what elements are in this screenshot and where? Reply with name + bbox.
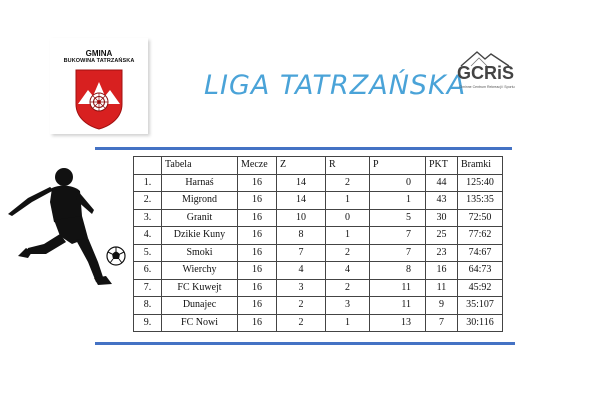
cell-points: 30: [426, 209, 458, 227]
cell-team: FC Kuwejt: [162, 279, 238, 297]
cell-losses: 11: [370, 297, 426, 315]
standings-table: [133, 156, 503, 332]
table-row: [134, 209, 503, 227]
table-row: [134, 174, 503, 192]
cell-wins: 14: [277, 174, 326, 192]
cell-matches: 16: [238, 209, 277, 227]
cell-draws: 3: [326, 297, 370, 315]
gmina-logo-subtitle: BUKOWINA TATRZAŃSKA: [63, 58, 135, 64]
cell-losses: 1: [370, 192, 426, 210]
cell-losses: 0: [370, 174, 426, 192]
coat-of-arms-icon: [74, 68, 124, 130]
cell-losses: 5: [370, 209, 426, 227]
cell-points: 23: [426, 244, 458, 262]
header-matches: Mecze: [238, 157, 277, 175]
cell-losses: 7: [370, 227, 426, 245]
cell-draws: 2: [326, 174, 370, 192]
cell-position: 9.: [134, 314, 162, 332]
cell-team: FC Nowi: [162, 314, 238, 332]
cell-goals: 125:40: [458, 174, 503, 192]
cell-wins: 7: [277, 244, 326, 262]
cell-goals: 45:92: [458, 279, 503, 297]
cell-position: 6.: [134, 262, 162, 280]
cell-wins: 8: [277, 227, 326, 245]
cell-draws: 4: [326, 262, 370, 280]
cell-draws: 2: [326, 279, 370, 297]
table-row: [134, 279, 503, 297]
cell-draws: 2: [326, 244, 370, 262]
header-wins: Z: [277, 157, 326, 175]
gcris-logo: [447, 48, 527, 98]
cell-points: 25: [426, 227, 458, 245]
cell-goals: 64:73: [458, 262, 503, 280]
cell-team: Wierchy: [162, 262, 238, 280]
cell-losses: 7: [370, 244, 426, 262]
cell-team: Smoki: [162, 244, 238, 262]
header-points: PKT: [426, 157, 458, 175]
cell-points: 9: [426, 297, 458, 315]
top-divider: [95, 147, 512, 150]
cell-team: Harnaś: [162, 174, 238, 192]
cell-position: 3.: [134, 209, 162, 227]
cell-matches: 16: [238, 297, 277, 315]
cell-matches: 16: [238, 262, 277, 280]
table-row: [134, 244, 503, 262]
cell-wins: 3: [277, 279, 326, 297]
table-row: [134, 227, 503, 245]
header-position: [134, 157, 162, 175]
cell-position: 1.: [134, 174, 162, 192]
cell-draws: 1: [326, 314, 370, 332]
header-draws: R: [326, 157, 370, 175]
cell-wins: 2: [277, 314, 326, 332]
cell-matches: 16: [238, 314, 277, 332]
table-row: [134, 297, 503, 315]
cell-points: 43: [426, 192, 458, 210]
cell-wins: 14: [277, 192, 326, 210]
cell-draws: 1: [326, 227, 370, 245]
cell-team: Dzikie Kuny: [162, 227, 238, 245]
cell-goals: 135:35: [458, 192, 503, 210]
cell-position: 7.: [134, 279, 162, 297]
cell-losses: 11: [370, 279, 426, 297]
cell-position: 2.: [134, 192, 162, 210]
table-row: [134, 192, 503, 210]
cell-team: Granit: [162, 209, 238, 227]
cell-wins: 2: [277, 297, 326, 315]
cell-position: 8.: [134, 297, 162, 315]
page-title: LIGA TATRZAŃSKA: [204, 70, 467, 101]
header-team: Tabela: [162, 157, 238, 175]
cell-position: 4.: [134, 227, 162, 245]
cell-goals: 77:62: [458, 227, 503, 245]
bottom-divider: [95, 342, 515, 345]
cell-goals: 72:50: [458, 209, 503, 227]
cell-wins: 10: [277, 209, 326, 227]
cell-matches: 16: [238, 244, 277, 262]
cell-points: 11: [426, 279, 458, 297]
header-losses: P: [370, 157, 426, 175]
cell-matches: 16: [238, 279, 277, 297]
cell-draws: 0: [326, 209, 370, 227]
cell-points: 7: [426, 314, 458, 332]
cell-points: 44: [426, 174, 458, 192]
gmina-logo: [50, 38, 148, 134]
football-player-icon: [2, 158, 130, 288]
table-header-row: [134, 157, 503, 175]
cell-team: Dunajec: [162, 297, 238, 315]
cell-draws: 1: [326, 192, 370, 210]
header-goals: Bramki: [458, 157, 503, 175]
gmina-logo-title: GMINA: [85, 49, 113, 58]
gcris-logo-subtitle: Gminne Centrum Rekreacji i Sportu: [459, 85, 515, 89]
cell-wins: 4: [277, 262, 326, 280]
cell-team: Migrond: [162, 192, 238, 210]
cell-matches: 16: [238, 174, 277, 192]
cell-goals: 30:116: [458, 314, 503, 332]
cell-matches: 16: [238, 227, 277, 245]
cell-goals: 74:67: [458, 244, 503, 262]
cell-losses: 8: [370, 262, 426, 280]
cell-position: 5.: [134, 244, 162, 262]
cell-points: 16: [426, 262, 458, 280]
cell-losses: 13: [370, 314, 426, 332]
table-row: [134, 262, 503, 280]
cell-matches: 16: [238, 192, 277, 210]
gcris-logo-title: GCRiS: [457, 63, 515, 83]
cell-goals: 35:107: [458, 297, 503, 315]
table-row: [134, 314, 503, 332]
